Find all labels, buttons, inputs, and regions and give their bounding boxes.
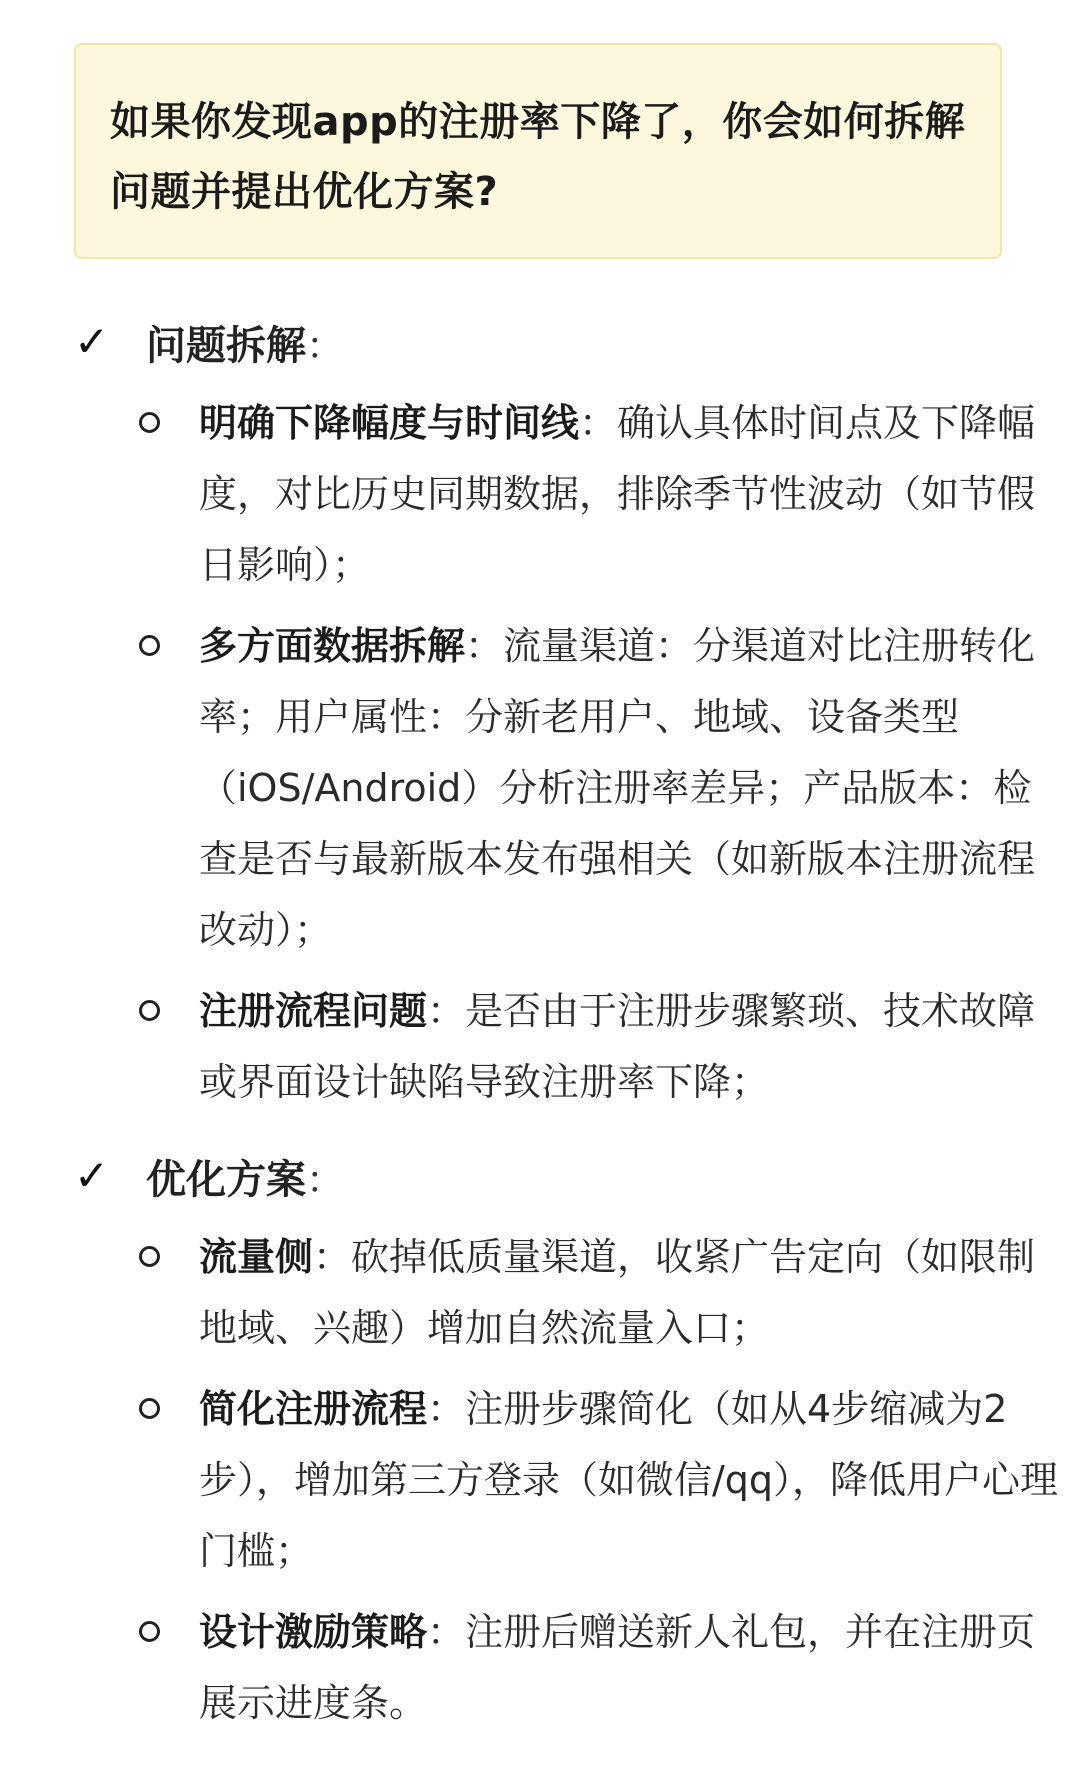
hollow-circle-bullet-icon (139, 1621, 160, 1642)
list-item (199, 1374, 1069, 1587)
item-title: 简化注册流程 (199, 1387, 428, 1431)
item-colon: ： (427, 989, 466, 1033)
check-icon: ✓ (74, 317, 110, 366)
section-title: 优化方案 (146, 1156, 306, 1203)
item-title: 注册流程问题 (199, 989, 428, 1033)
item-colon: ： (465, 624, 504, 668)
hollow-circle-bullet-icon (139, 1246, 160, 1267)
item-title: 多方面数据拆解 (199, 624, 466, 668)
section-title: 问题拆解 (146, 322, 306, 369)
item-title: 明确下降幅度与时间线 (199, 401, 580, 445)
section-heading (74, 1140, 1054, 1212)
item-title: 流量侧 (199, 1235, 314, 1279)
item-title: 设计激励策略 (199, 1610, 428, 1654)
hollow-circle-bullet-icon (139, 635, 160, 656)
item-text: 砍掉低质量渠道，收紧广告定向（如限制地域、兴趣）增加自然流量入口； (199, 1235, 1036, 1350)
question-text: 如果你发现app的注册率下降了，你会如何拆解问题并提出优化方案? (110, 99, 966, 215)
item-text: 注册步骤简化（如从4步缩减为2步），增加第三方登录（如微信/qq），降低用户心理门槛； (199, 1387, 1059, 1573)
question-callout (74, 43, 1002, 259)
check-icon: ✓ (74, 1151, 110, 1200)
item-text: 确认具体时间点及下降幅度，对比历史同期数据，排除季节性波动（如节假日影响）； (199, 401, 1036, 587)
list-item (199, 1222, 1069, 1364)
section-colon: ： (306, 323, 345, 368)
hollow-circle-bullet-icon (139, 1398, 160, 1419)
item-colon: ： (427, 1387, 466, 1431)
item-colon: ： (313, 1235, 352, 1279)
item-colon: ： (427, 1610, 466, 1654)
item-text: 流量渠道：分渠道对比注册转化率；用户属性：分新老用户、地域、设备类型（iOS/Android）分析注册率差异；产品版本：检查是否与最新版本发布强相关（如新版本注册流程改动）； (199, 624, 1036, 952)
list-item (199, 1597, 1069, 1739)
hollow-circle-bullet-icon (139, 412, 160, 433)
item-text: 是否由于注册步骤繁琐、技术故障或界面设计缺陷导致注册率下降； (199, 989, 1036, 1104)
list-item (199, 388, 1069, 601)
section-heading (74, 306, 1054, 378)
list-item (199, 611, 1069, 966)
section-optimization-plan (74, 1140, 1059, 1739)
item-text: 注册后赠送新人礼包，并在注册页展示进度条。 (199, 1610, 1036, 1725)
section-problem-breakdown (74, 306, 1054, 1118)
list-item (199, 976, 1069, 1118)
item-colon: ： (579, 401, 618, 445)
hollow-circle-bullet-icon (139, 1000, 160, 1021)
section-colon: ： (306, 1157, 345, 1202)
